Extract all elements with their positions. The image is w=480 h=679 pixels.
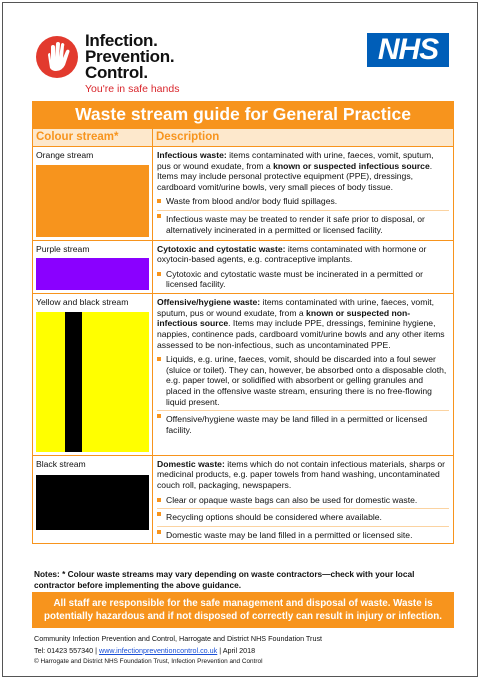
stream-cell xyxy=(33,240,153,294)
responsibility-banner: All staff are responsible for the safe management and disposal of waste. Waste is potentially hazardous and if not disposed of correctly can result in injury or infection. xyxy=(32,592,454,628)
logo-line-1: Infection. xyxy=(85,31,158,50)
list-item: Recycling options should be considered where available. xyxy=(157,508,449,523)
black-stripe xyxy=(65,312,82,452)
description-cell xyxy=(153,240,454,294)
header-description: Description xyxy=(153,129,454,147)
stream-name: Yellow and black stream xyxy=(36,297,129,308)
desc-text: items contaminated with urine, faeces, vomit, sputum, pus or wound exudate, from a xyxy=(157,297,435,318)
description-cell xyxy=(153,147,454,241)
stream-name: Black stream xyxy=(36,458,86,469)
nhs-logo: NHS xyxy=(367,33,449,67)
table-row xyxy=(33,147,454,241)
desc-heading: Domestic waste: xyxy=(157,458,225,469)
hand-icon xyxy=(35,35,79,79)
website-link[interactable]: www.infectionpreventioncontrol.co.uk xyxy=(99,645,218,655)
table-row xyxy=(33,294,454,456)
stream-cell xyxy=(33,147,153,241)
desc-heading: Cytotoxic and cytostatic waste: xyxy=(157,243,286,254)
footer-date: | April 2018 xyxy=(217,645,256,655)
header-colour-stream: Colour stream* xyxy=(33,129,153,147)
purple-swatch xyxy=(36,258,149,290)
list-item: Domestic waste may be land filled in a permitted or licensed site. xyxy=(157,526,449,541)
desc-heading: Infectious waste: xyxy=(157,150,227,160)
ipc-logo xyxy=(35,33,195,97)
notes: Notes: * Colour waste streams may vary depending on waste contractors—check with your local contractor before implementing the above guidance. xyxy=(34,569,415,590)
yellow-black-swatch xyxy=(36,312,149,452)
desc-text: . Items may include PPE, dressings, feminine hygiene, nappies, continence pads, cardboard vomit/urine bowls and any other items assessed to be non-infectious, such as uncontaminated PPE. xyxy=(157,318,445,350)
list-item: Offensive/hygiene waste may be land filled in a permitted or licensed facility. xyxy=(157,410,449,435)
page-title: Waste stream guide for General Practice xyxy=(32,101,454,128)
table-row xyxy=(33,455,454,544)
orange-swatch xyxy=(36,165,149,237)
logo-line-2: Prevention. xyxy=(85,47,175,66)
desc-text: items which do not contain infectious materials, sharps or medicinal products, e.g. paper towels from hand washing, uncontaminated couch roll, packaging, newspapers. xyxy=(157,458,446,490)
desc-text: items contaminated with hormone or oxytocin-based agents, e.g. contraceptive implants. xyxy=(157,243,427,265)
footer-tel: Tel: 01423 557340 | xyxy=(34,645,100,655)
logo-line-3: Control. xyxy=(85,63,148,82)
footer xyxy=(34,633,454,668)
stream-cell xyxy=(33,455,153,544)
desc-emphasis: known or suspected infectious source xyxy=(273,160,430,171)
waste-stream-table xyxy=(32,128,454,544)
stream-cell xyxy=(33,294,153,456)
stream-name: Purple stream xyxy=(36,243,90,254)
desc-text: items contaminated with urine, faeces, vomit, sputum, pus or wound exudate, from a xyxy=(157,150,434,171)
table-row xyxy=(33,240,454,294)
footer-copyright: © Harrogate and District NHS Foundation Trust, Infection Prevention and Control xyxy=(34,658,263,665)
list-item: Clear or opaque waste bags can also be used for domestic waste. xyxy=(157,495,449,506)
table-header-row xyxy=(33,129,454,147)
list-item: Liquids, e.g. urine, faeces, vomit, should be discarded into a foul sewer (sluice or toilet). They can, however, be absorbed onto a disposable cloth, e.g. paper towel, or solidified with absorbent or gelling granules and placed in the offensive waste stream, ensuring there is no free-flowing liquid present. xyxy=(157,354,449,407)
stream-name: Orange stream xyxy=(36,150,94,160)
description-cell xyxy=(153,455,454,544)
black-swatch xyxy=(36,475,149,530)
desc-text: . Items may include personal protective equipment (PPE), dressings, cardboard vomit/urine bowls, very small pieces of body tissue. xyxy=(157,160,433,192)
list-item: Infectious waste may be treated to render it safe prior to disposal, or alternatively incinerated in a permitted or licensed facility. xyxy=(157,210,449,235)
list-item: Cytotoxic and cytostatic waste must be incinerated in a permitted or licensed facility. xyxy=(157,269,449,290)
document-page xyxy=(2,2,478,677)
logo-tagline: You're in safe hands xyxy=(85,83,180,95)
description-cell xyxy=(153,294,454,456)
desc-heading: Offensive/hygiene waste: xyxy=(157,297,261,308)
footer-org: Community Infection Prevention and Control, Harrogate and District NHS Foundation Trust xyxy=(34,634,323,643)
list-item: Waste from blood and/or body fluid spillages. xyxy=(157,196,449,207)
desc-emphasis: known or suspected non-infectious source xyxy=(157,307,411,329)
